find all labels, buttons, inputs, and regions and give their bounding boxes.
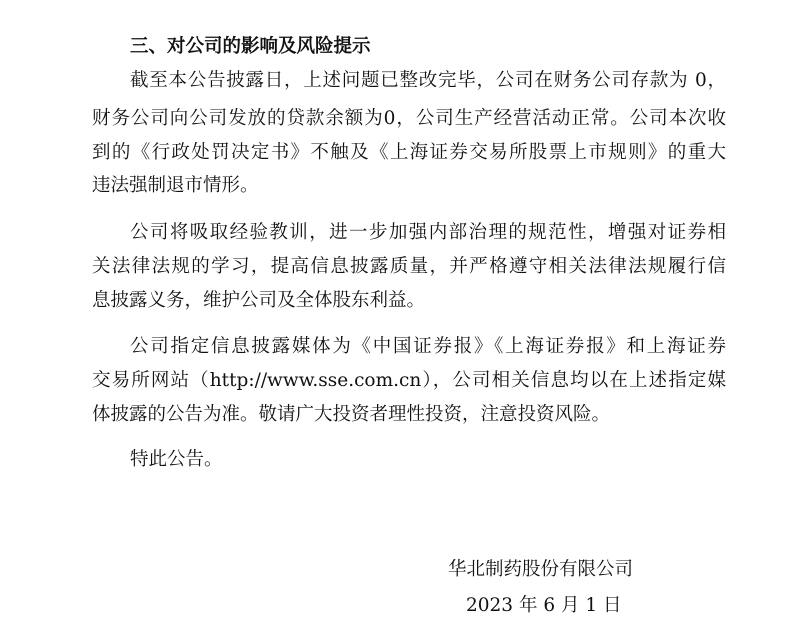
signature-date: 2023 年 6 月 1 日 (466, 595, 622, 616)
paragraph-line: 关法律法规的学习，提高信息披露质量，并严格遵守相关法律法规履行信 (92, 256, 726, 277)
paragraph-line: 截至本公告披露日，上述问题已整改完毕，公司在财务公司存款为 0， (130, 70, 726, 91)
paragraph-line: 违法强制退市情形。 (92, 175, 259, 196)
paragraph-line: 公司指定信息披露媒体为《中国证券报》《上海证券报》和上海证券 (130, 336, 726, 357)
paragraph-line: 体披露的公告为准。敬请广大投资者理性投资，注意投资风险。 (92, 404, 611, 425)
paragraph-line: 公司将吸取经验教训，进一步加强内部治理的规范性，增强对证券相 (130, 222, 726, 243)
paragraph-line: 到的《行政处罚决定书》不触及《上海证券交易所股票上市规则》的重大 (92, 142, 726, 163)
paragraph-line: 息披露义务，维护公司及全体股东利益。 (92, 290, 426, 311)
paragraph-line: 交易所网站（http://www.sse.com.cn），公司相关信息均以在上述指定媒 (92, 370, 726, 391)
signature-company: 华北制药股份有限公司 (448, 559, 634, 580)
closing-line: 特此公告。 (130, 449, 223, 470)
paragraph-line: 财务公司向公司发放的贷款余额为0，公司生产经营活动正常。公司本次收 (92, 108, 726, 129)
section-heading: 三、对公司的影响及风险提示 (130, 36, 371, 57)
